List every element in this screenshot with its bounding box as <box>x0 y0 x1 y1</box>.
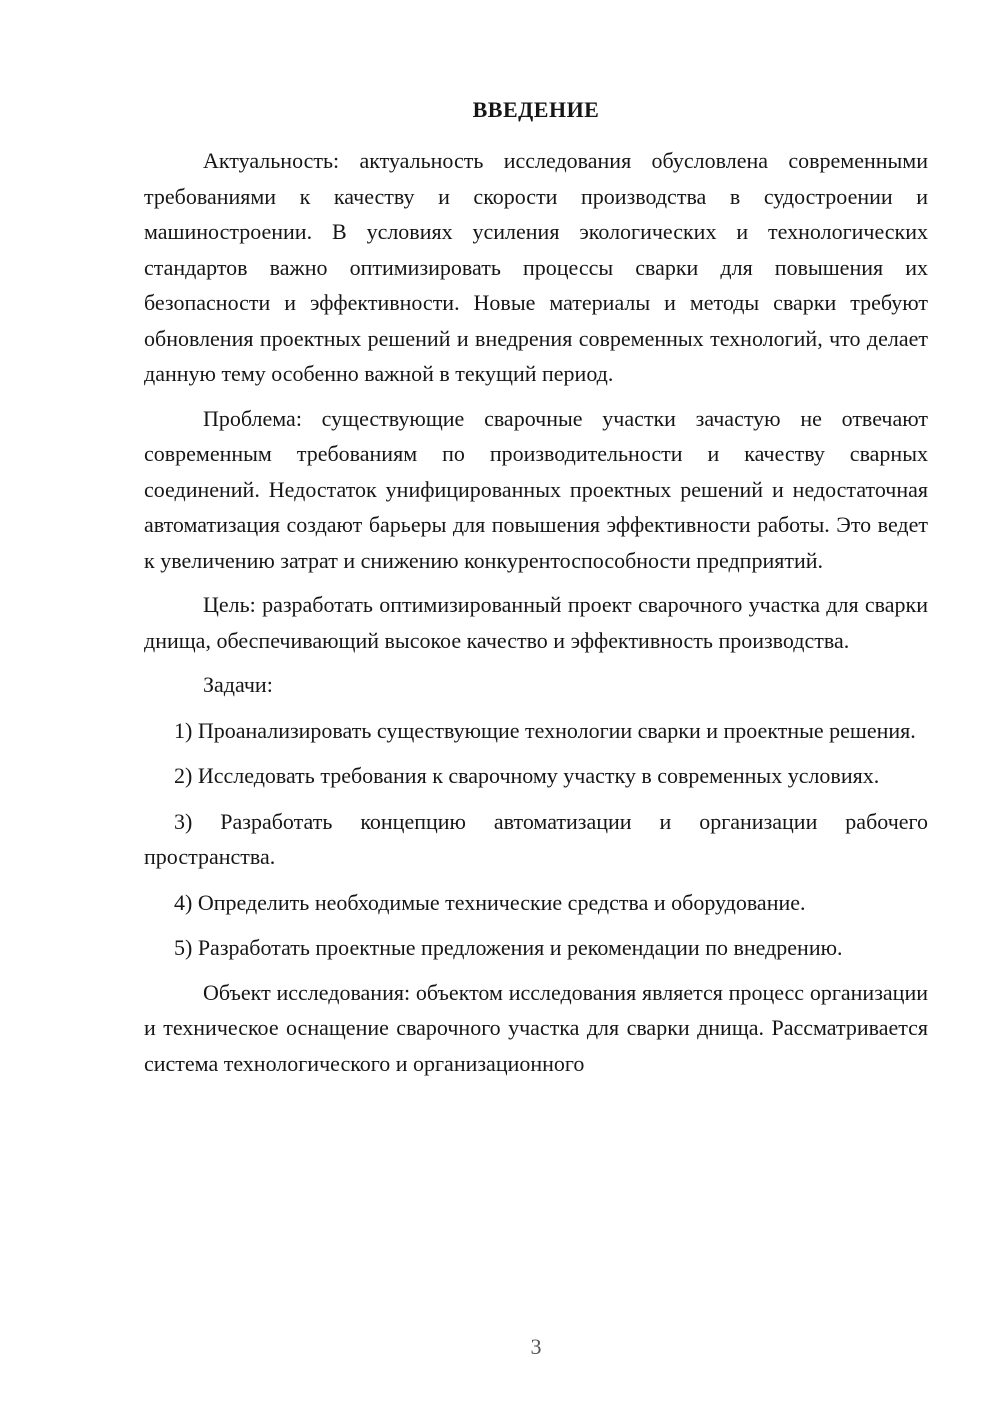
paragraph-relevance: Актуальность: актуальность исследования обусловлена современными требованиями к качеству и скорости производства в судостроении и машиностроении. В условиях усиления экологических и технологических стандартов важно оптимизировать процессы сварки для повышения их безопасности и эффективности. Новые материалы и методы сварки требуют обновления проектных решений и внедрения современных технологий, что делает данную тему особенно важной в текущий период. <box>144 148 928 386</box>
task-item: 1) Проанализировать существующие технологии сварки и проектные решения. <box>174 717 916 743</box>
paragraph-object: Объект исследования: объектом исследования является процесс организации и техническое оснащение сварочного участка для сварки днища. Рассматривается система технологического и организационного <box>144 979 928 1076</box>
section-title: ВВЕДЕНИЕ <box>472 97 600 122</box>
task-item: 5) Разработать проектные предложения и рекомендации по внедрению. <box>174 935 843 960</box>
tasks-list <box>144 713 928 966</box>
task-item: 3) Разработать концепцию автоматизации и организации рабочего пространства. <box>144 808 928 869</box>
task-item: 4) Определить необходимые технические средства и оборудование. <box>174 889 806 915</box>
tasks-heading: Задачи: <box>203 672 273 697</box>
page-number: 3 <box>530 1334 542 1359</box>
paragraph-problem: Проблема: существующие сварочные участки зачастую не отвечают современным требованиям по производительности и качеству сварных соединений. Недостаток унифицированных проектных решений и недостаточная автоматизация создают барьеры для повышения эффективности работы. Это ведет к увеличению затрат и снижению конкурентоспособности предприятий. <box>144 405 928 573</box>
task-item: 2) Исследовать требования к сварочному участку в современных условиях. <box>174 763 880 788</box>
body-text <box>144 143 928 1081</box>
paragraph-goal: Цель: разработать оптимизированный проект сварочного участка для сварки днища, обеспечивающий высокое качество и эффективность производства. <box>144 592 928 653</box>
